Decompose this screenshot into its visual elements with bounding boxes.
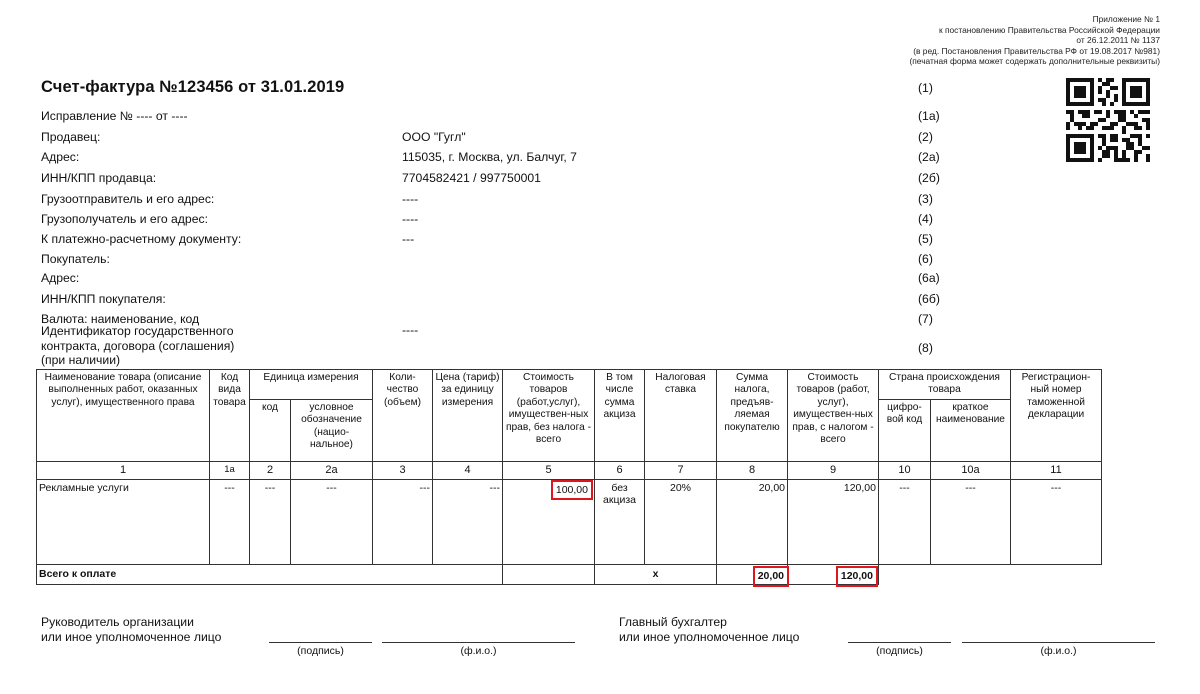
name-caption: (ф.и.о.) xyxy=(460,645,497,657)
field-code: (7) xyxy=(918,312,933,326)
row-name: Рекламные услуги xyxy=(37,479,210,564)
invoice-table xyxy=(36,369,1102,585)
invoice-title: Счет-фактура №123456 от 31.01.2019 xyxy=(41,78,345,96)
row-cost-no-tax-cell xyxy=(503,479,595,564)
row-qty: --- xyxy=(373,479,433,564)
field-label-seller-address: Адрес: xyxy=(41,150,80,164)
field-label-shipper: Грузоотправитель и его адрес: xyxy=(41,192,215,206)
signature-left-label xyxy=(41,615,221,645)
signature-right-line: или иное уполномоченное лицо xyxy=(619,630,800,644)
sign-caption: (подпись) xyxy=(297,645,344,657)
field-code: (6а) xyxy=(918,271,940,285)
header-tax-amount: Сумма налога, предъяв-ляемая покупателю xyxy=(717,370,788,462)
row-unit-name: --- xyxy=(291,479,373,564)
signature-left-line: Руководитель организации xyxy=(41,615,194,629)
field-label-correction: Исправление № ---- от ---- xyxy=(41,109,188,123)
empty-cell xyxy=(931,564,1011,584)
header-price: Цена (тариф) за единицу измерения xyxy=(433,370,503,462)
header-unit: Единица измерения xyxy=(250,370,373,400)
field-label-payment-doc: К платежно-расчетному документу: xyxy=(41,232,242,246)
column-number: 2а xyxy=(291,461,373,479)
field-code: (8) xyxy=(918,341,933,355)
field-label-buyer-address: Адрес: xyxy=(41,271,80,285)
field-code: (2б) xyxy=(918,171,940,185)
column-numbers-row xyxy=(37,461,1102,479)
column-number: 10а xyxy=(931,461,1011,479)
total-excise: х xyxy=(595,564,717,584)
column-number: 6 xyxy=(595,461,645,479)
column-number: 2 xyxy=(250,461,291,479)
appendix-line: (в ред. Постановления Правительства РФ от 19.08.2017 №981) xyxy=(913,45,1160,56)
total-cost-no-tax xyxy=(503,564,595,584)
name-line xyxy=(382,642,575,643)
column-number: 7 xyxy=(645,461,717,479)
table-row xyxy=(37,479,1102,564)
total-tax-amount-cell xyxy=(717,564,788,584)
field-code: (2) xyxy=(918,130,933,144)
row-excise: без акциза xyxy=(595,479,645,564)
title-code: (1) xyxy=(918,81,933,95)
name-line xyxy=(962,642,1155,643)
column-number: 11 xyxy=(1011,461,1102,479)
row-country-name: --- xyxy=(931,479,1011,564)
column-number: 5 xyxy=(503,461,595,479)
field-label-seller: Продавец: xyxy=(41,130,101,144)
contract-label-line: (при наличии) xyxy=(41,353,121,367)
field-value-shipper: ---- xyxy=(402,192,419,206)
header-declaration: Регистрацион-ный номер таможенной декларации xyxy=(1011,370,1102,462)
header-kind-code: Код вида товара xyxy=(210,370,250,462)
column-number: 9 xyxy=(788,461,879,479)
field-code: (1а) xyxy=(918,109,940,123)
field-label-buyer: Покупатель: xyxy=(41,252,110,266)
empty-cell xyxy=(879,564,931,584)
header-excise: В том числе сумма акциза xyxy=(595,370,645,462)
sign-caption: (подпись) xyxy=(876,645,923,657)
appendix-line: к постановлению Правительства Российской Федерации xyxy=(938,24,1160,35)
field-label-consignee: Грузополучатель и его адрес: xyxy=(41,212,208,226)
header-cost-no-tax: Стоимость товаров (работ,услуг), имуществен-ных прав, без налога - всего xyxy=(503,370,595,462)
contract-label-line: контракта, договора (соглашения) xyxy=(41,338,235,353)
field-code: (4) xyxy=(918,212,933,226)
contract-label xyxy=(41,324,234,368)
total-label: Всего к оплате xyxy=(37,564,503,584)
header-unit-name: условное обозначение (нацио-нальное) xyxy=(291,399,373,461)
header-country-name: краткое наименование xyxy=(931,399,1011,461)
header-country-code: цифро-вой код xyxy=(879,399,931,461)
total-cost-with-tax: 120,00 xyxy=(836,566,878,586)
header-unit-code: код xyxy=(250,399,291,461)
row-tax-rate: 20% xyxy=(645,479,717,564)
field-value-seller-inn: 7704582421 / 997750001 xyxy=(402,171,541,185)
column-number: 1 xyxy=(37,461,210,479)
column-number: 1а xyxy=(210,461,250,479)
total-tax-amount: 20,00 xyxy=(753,566,789,586)
qr-code-icon xyxy=(1066,78,1150,162)
header-name: Наименование товара (описание выполненных работ, оказанных услуг), имущественного права xyxy=(37,370,210,462)
row-declaration: --- xyxy=(1011,479,1102,564)
header-cost-with-tax: Стоимость товаров (работ, услуг), имуществен-ных прав, с налогом - всего xyxy=(788,370,879,462)
contract-label-line: Идентификатор государственного xyxy=(41,324,234,338)
field-value-seller-address: 115035, г. Москва, ул. Балчуг, 7 xyxy=(402,150,577,164)
total-row xyxy=(37,564,1102,584)
column-number: 3 xyxy=(373,461,433,479)
row-cost-with-tax: 120,00 xyxy=(788,479,879,564)
header-qty: Коли-чество (объем) xyxy=(373,370,433,462)
field-label-buyer-inn: ИНН/КПП покупателя: xyxy=(41,292,166,306)
appendix-line: от 26.12.2011 № 1137 xyxy=(1076,35,1160,46)
row-cost-no-tax: 100,00 xyxy=(551,480,593,500)
row-country-code: --- xyxy=(879,479,931,564)
column-number: 10 xyxy=(879,461,931,479)
header-country: Страна происхождения товара xyxy=(879,370,1011,400)
field-label-seller-inn: ИНН/КПП продавца: xyxy=(41,171,157,185)
field-value-payment-doc: --- xyxy=(402,232,415,246)
signature-line xyxy=(848,642,951,643)
field-code: (5) xyxy=(918,232,933,246)
row-kind-code: --- xyxy=(210,479,250,564)
field-code: (2а) xyxy=(918,150,940,164)
header-tax-rate: Налоговая ставка xyxy=(645,370,717,462)
appendix-line: (печатная форма может содержать дополнительные реквизиты) xyxy=(909,56,1160,67)
field-value-seller: ООО "Гугл" xyxy=(402,130,466,144)
column-number: 8 xyxy=(717,461,788,479)
appendix-line: Приложение № 1 xyxy=(1092,14,1160,24)
empty-cell xyxy=(1011,564,1102,584)
name-caption: (ф.и.о.) xyxy=(1040,645,1077,657)
row-tax-amount: 20,00 xyxy=(717,479,788,564)
appendix-note xyxy=(909,14,1160,67)
row-price: --- xyxy=(433,479,503,564)
signature-line xyxy=(269,642,372,643)
contract-value: ---- xyxy=(402,323,419,337)
field-code: (6) xyxy=(918,252,933,266)
field-code: (6б) xyxy=(918,292,940,306)
total-cost-with-tax-cell xyxy=(788,564,879,584)
field-value-consignee: ---- xyxy=(402,212,419,226)
signature-left-line: или иное уполномоченное лицо xyxy=(41,630,222,644)
column-number: 4 xyxy=(433,461,503,479)
signature-right-label xyxy=(619,615,799,645)
row-unit-code: --- xyxy=(250,479,291,564)
field-code: (3) xyxy=(918,192,933,206)
signature-right-line: Главный бухгалтер xyxy=(619,615,727,629)
field-label-currency: Валюта: наименование, код xyxy=(41,312,200,326)
